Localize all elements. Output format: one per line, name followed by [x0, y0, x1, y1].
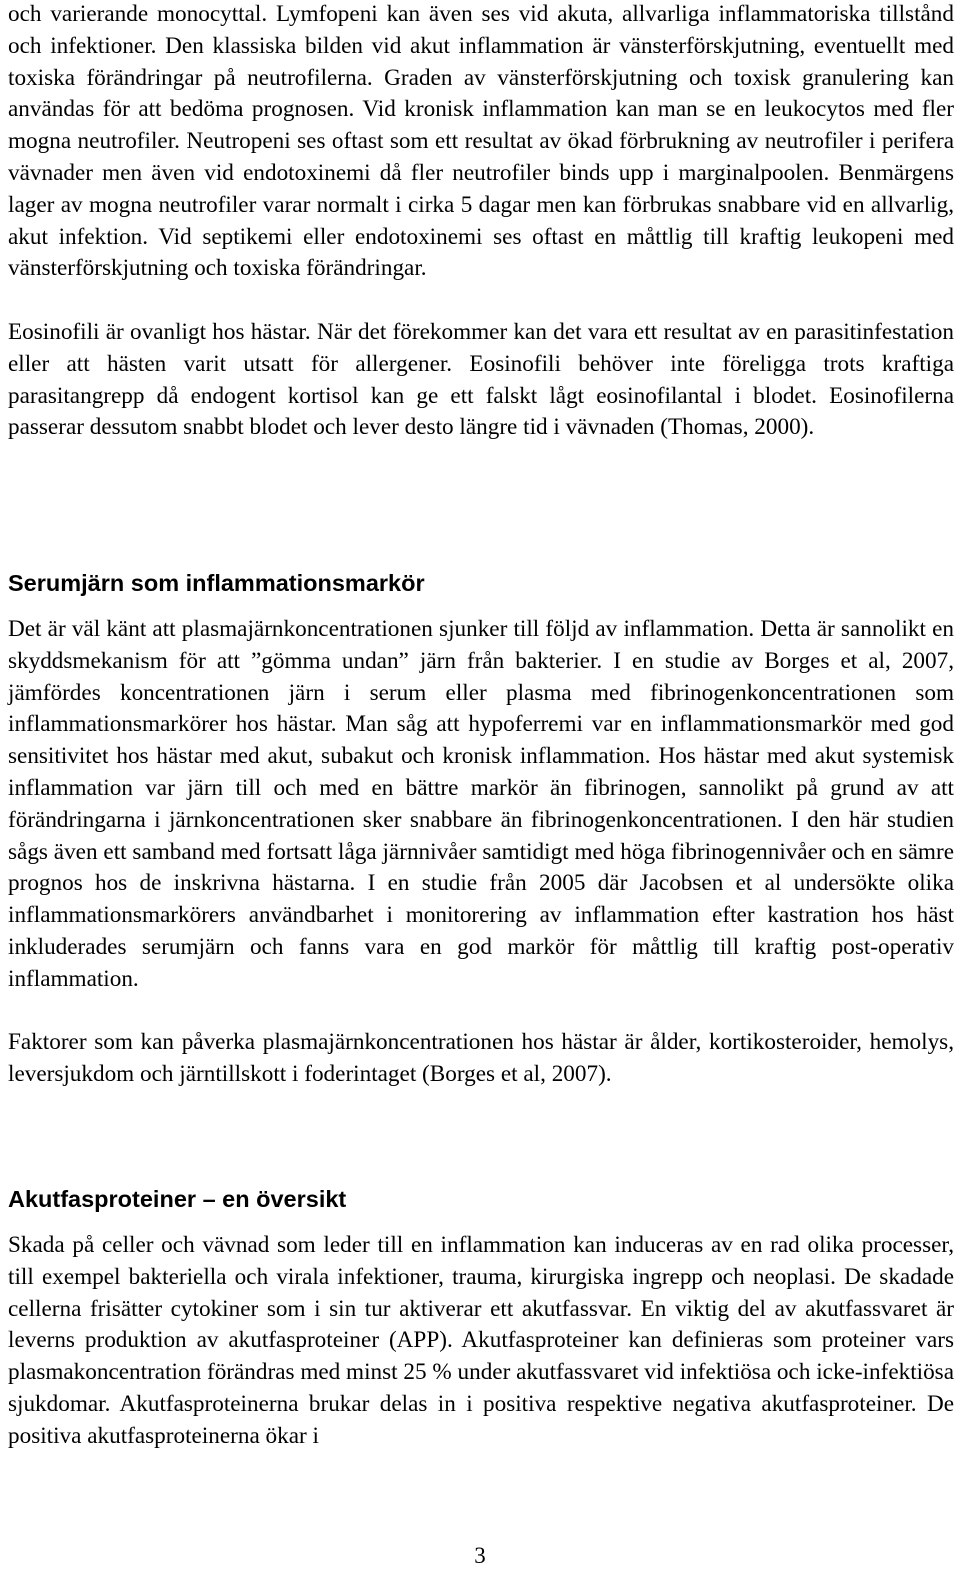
section-heading-akutfasproteiner: Akutfasproteiner – en översikt [8, 1186, 347, 1212]
section-body-akutfasproteiner [8, 1230, 954, 1453]
paragraph-neutrophils: och varierande monocyttal. Lymfopeni kan även ses vid akuta, allvarliga inflammatoriska tillstånd och infektioner. Den klassiska bilden vid akut inflammation är vänsterförskjutning, eventuellt med toxiska förändringar på neutrofilerna. Graden av vänsterförskjutning och toxisk granulering kan användas för att bedöma prognosen. Vid kronisk inflammation kan man se en leukocytos med fler mogna neutrofiler. Neutropeni ses oftast som ett resultat av ökad förbrukning av neutrofiler i perifera vävnader men även vid endotoxinemi då fler neutrofiler binds upp i marginalpoolen. Benmärgens lager av mogna neutrofiler varar normalt i cirka 5 dagar men kan förbrukas snabbare vid en allvarlig, akut infektion. Vid septikemi eller endotoxinemi ses oftast en måttlig till kraftig leukopeni med vänsterförskjutning och toxiska förändringar. [8, 1, 954, 282]
section-heading-serumjarn: Serumjärn som inflammationsmarkör [8, 570, 425, 596]
section-body-serumjarn [8, 614, 954, 1091]
paragraph-acute-phase: Skada på celler och vävnad som leder till en inflammation kan induceras av en rad olika processer, till exempel bakteriella och virala infektioner, trauma, kirurgiska ingrepp och neoplasi. De skadade cellerna frisätter cytokiner som i sin tur aktiverar ett akutfassvar. En viktig del av akutfassvaret är leverns produktion av akutfasproteiner (APP). Akutfasproteiner kan definieras som proteiner vars plasmakoncentration förändras med minst 25 % under akutfassvaret vid infektiösa och icke-infektiösa sjukdomar. Akutfasproteinerna brukar delas in i positiva respektive negativa akutfasproteiner. De positiva akutfasproteinerna ökar i [8, 1232, 954, 1449]
intro-section [8, 0, 954, 444]
page-number: 3 [474, 1543, 486, 1568]
paragraph-iron-factors: Faktorer som kan påverka plasmajärnkoncentrationen hos hästar är ålder, kortikosteroider, hemolys, leversjukdom och järntillskott i foderintaget (Borges et al, 2007). [8, 1029, 954, 1088]
paragraph-eosinophilia: Eosinofili är ovanligt hos hästar. När det förekommer kan det vara ett resultat av en parasitinfestation eller att hästen varit utsatt för allergener. Eosinofili behöver inte föreligga trots kraftiga parasitangrepp då endogent kortisol kan ge ett falskt lågt eosinofilantal i blodet. Eosinofilerna passerar dessutom snabbt blodet och lever desto längre tid i vävnaden (Thomas, 2000). [8, 318, 954, 441]
paragraph-serum-iron: Det är väl känt att plasmajärnkoncentrationen sjunker till följd av inflammation. Detta är sannolikt en skyddsmekanism för att ”gömma undan” järn från bakterier. I en studie av Borges et al, 2007, jämfördes koncentrationen järn i serum eller plasma med fibrinogenkoncentrationen som inflammationsmarkörer hos hästar. Man såg att hypoferremi var en inflammationsmarkör med god sensitivitet hos hästar med akut, subakut och kronisk inflammation. Hos hästar med akut systemisk inflammation var järn till och med en bättre markör än fibrinogen, sannolikt på grund av att förändringarna i järnkoncentrationen sker snabbare än fibrinogenkoncentrationen. I den här studien sågs även ett samband med fortsatt låga järnnivåer samtidigt med höga fibrinogennivåer och en sämre prognos hos de inskrivna hästarna. I en studie från 2005 där Jacobsen et al undersökte olika inflammationsmarkörers användbarhet i monitorering av inflammation efter kastration hos häst inkluderades serumjärn och fanns vara en god markör för måttlig till kraftig post-operativ inflammation. [8, 616, 954, 992]
